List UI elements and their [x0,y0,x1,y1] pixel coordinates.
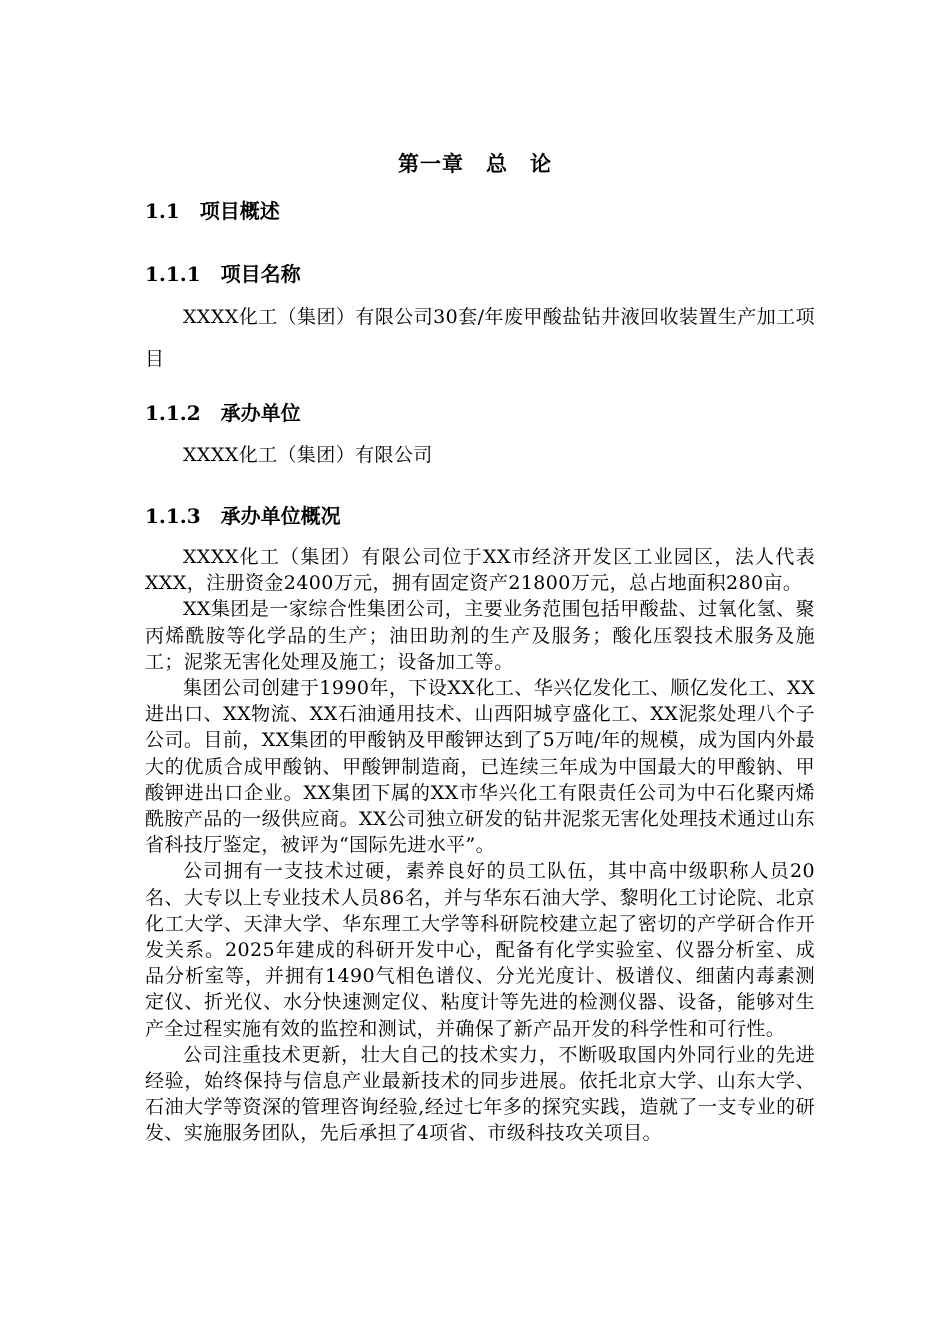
organizer-paragraph: XXXX化工（集团）有限公司 [183,444,433,466]
overview-paragraph-3: 集团公司创建于1990年，下设XX化工、华兴亿发化工、顺亿发化工、XX进出口、XX物流、XX石油通用技术、山西阳城亨盛化工、XX泥浆处理八个子公司。目前，XX集团的甲酸钠及甲酸钾达到了5万吨/年的规模，成为国内外最大的优质合成甲酸钠、甲酸钾制造商，已连续三年成为中国最大的甲酸钠、甲酸钾进出口企业。XX集团下属的XX市华兴化工有限责任公司为中石化聚丙烯酰胺产品的一级供应商。XX公司独立研发的钻井泥浆无害化处理技术通过山东省科技厅鉴定，被评为“国际先进水平”。 [145,677,815,857]
section-heading-1-1-3: 1.1.3 承办单位概况 [145,504,341,528]
overview-paragraph-1: XXXX化工（集团）有限公司位于XX市经济开发区工业园区，法人代表XXX，注册资金2400万元，拥有固定资产21800万元，总占地面积280亩。 [145,546,815,595]
project-name-paragraph: XXXX化工（集团）有限公司30套/年废甲酸盐钻井液回收装置生产加工项目 [145,306,815,370]
overview-paragraph-5: 公司注重技术更新，壮大自己的技术实力，不断吸取国内外同行业的先进经验，始终保持与信息产业最新技术的同步进展。依托北京大学、山东大学、石油大学等资深的管理咨询经验,经过七年多的探究实践，造就了一支专业的研发、实施服务团队，先后承担了4项省、市级科技攻关项目。 [145,1043,815,1145]
section-heading-1-1: 1.1 项目概述 [145,199,280,223]
overview-paragraph-2: XX集团是一家综合性集团公司，主要业务范围包括甲酸盐、过氧化氢、聚丙烯酰胺等化学品的生产；油田助剂的生产及服务；酸化压裂技术服务及施工；泥浆无害化处理及施工；设备加工等。 [145,598,815,673]
section-heading-1-1-1: 1.1.1 项目名称 [145,262,301,286]
section-heading-1-1-2: 1.1.2 承办单位 [145,401,301,425]
organizer-overview-body [145,544,815,1147]
overview-paragraph-4: 公司拥有一支技术过硬，素养良好的员工队伍，其中高中级职称人员20名、大专以上专业技术人员86名，并与华东石油大学、黎明化工讨论院、北京化工大学、天津大学、华东理工大学等科研院校建立起了密切的产学研合作开发关系。2025年建成的科研开发中心，配备有化学实验室、仪器分析室、成品分析室等，并拥有1490气相色谱仪、分光光度计、极谱仪、细菌内毒素测定仪、折光仪、水分快速测定仪、粘度计等先进的检测仪器、设备，能够对生产全过程实施有效的监控和测试，并确保了新产品开发的科学性和可行性。 [145,860,815,1040]
chapter-title: 第一章 总 论 [398,151,552,176]
